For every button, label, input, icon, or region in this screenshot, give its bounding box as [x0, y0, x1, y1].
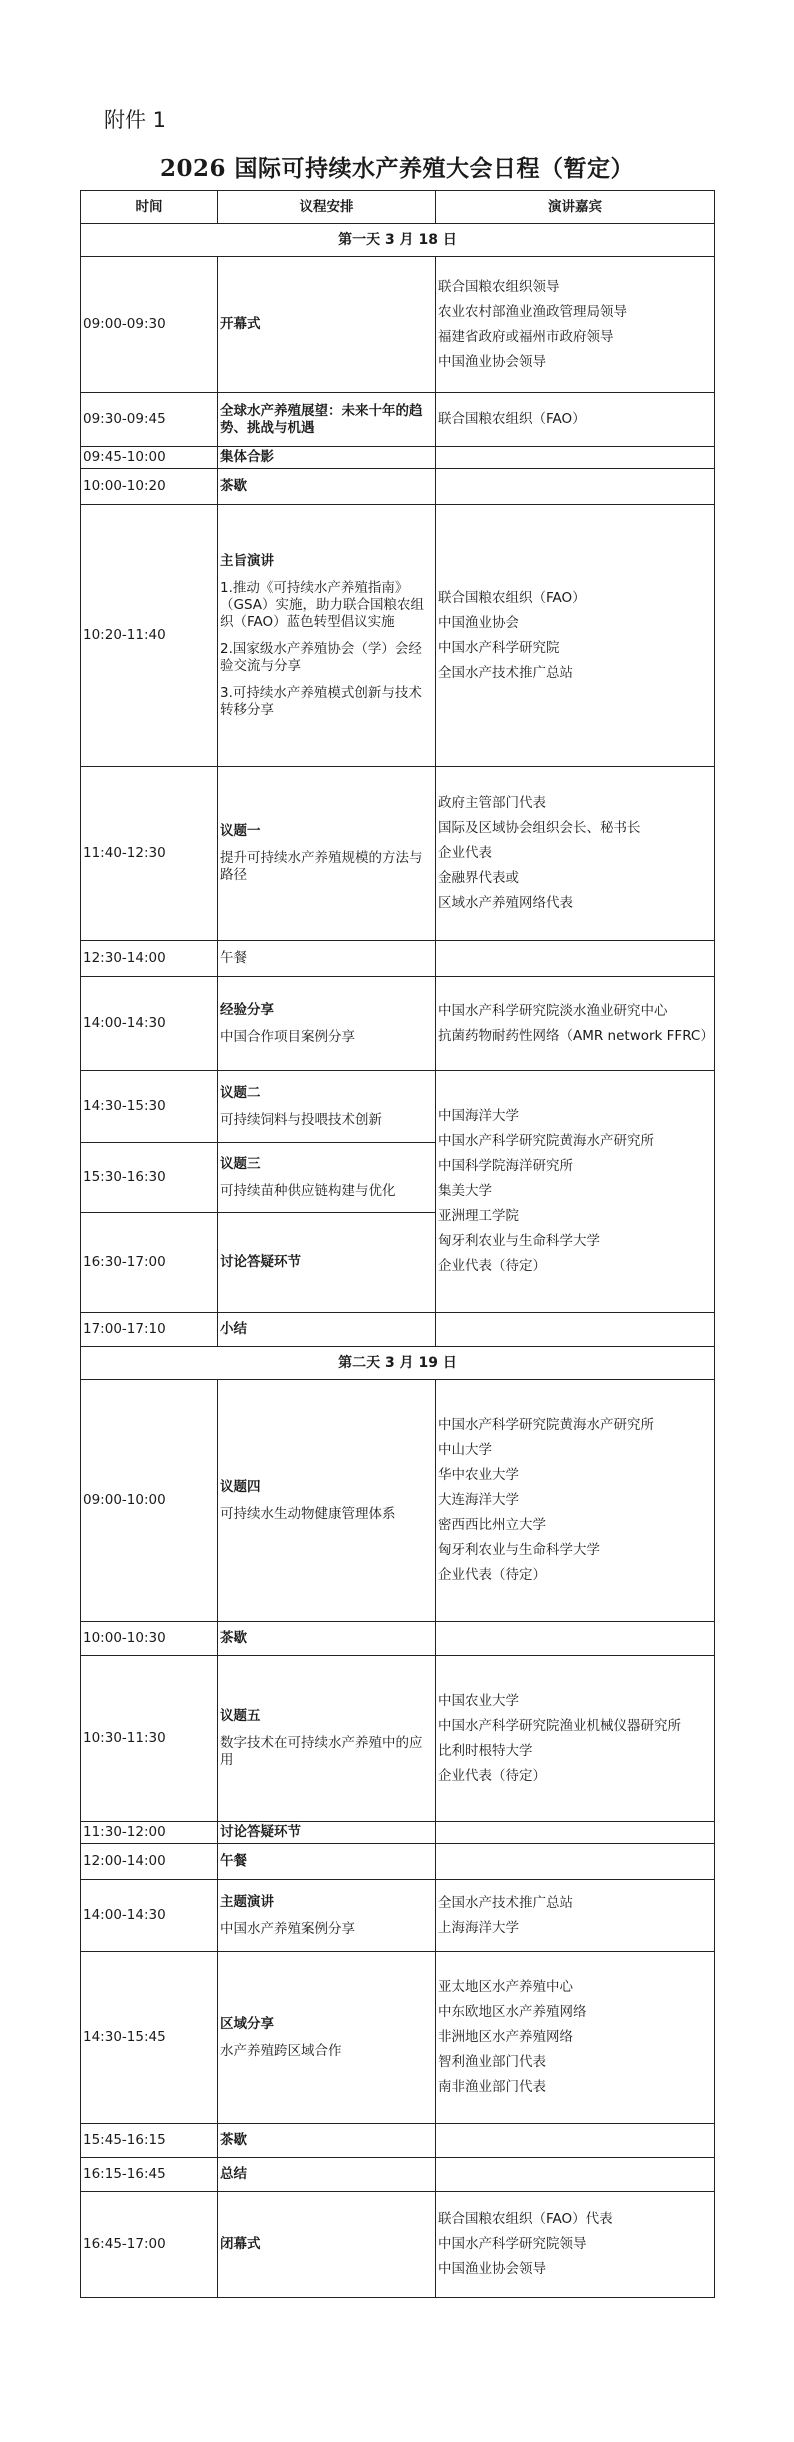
speaker-cell — [436, 393, 715, 447]
agenda-desc: 提升可持续水产养殖规模的方法与路径 — [220, 850, 423, 883]
table-row — [81, 2192, 715, 2298]
agenda-title: 经验分享 — [220, 1001, 274, 1018]
speaker-item: 中国农业大学 — [438, 1692, 519, 1709]
table-row — [81, 2124, 715, 2158]
speaker-cell — [436, 941, 715, 977]
time-cell: 11:30-12:00 — [81, 1822, 218, 1844]
speaker-item: 联合国粮农组织（FAO） — [438, 589, 586, 606]
agenda-desc: 中国合作项目案例分享 — [220, 1028, 355, 1045]
time-cell: 14:00-14:30 — [81, 977, 218, 1071]
agenda-cell — [218, 1622, 436, 1656]
agenda-cell — [218, 447, 436, 469]
speaker-cell — [436, 1656, 715, 1822]
agenda-title: 总结 — [220, 2166, 247, 2182]
agenda-item: 1.推动《可持续水产养殖指南》（GSA）实施，助力联合国粮农组织（FAO）蓝色转型倡议实施 — [220, 579, 425, 630]
agenda-title: 茶歇 — [220, 1630, 247, 1646]
schedule-table — [80, 190, 715, 2298]
speaker-item: 大连海洋大学 — [438, 1492, 519, 1508]
speaker-item: 集美大学 — [438, 1183, 492, 1199]
table-row — [81, 1622, 715, 1656]
speaker-item: 匈牙利农业与生命科学大学 — [438, 1542, 600, 1558]
agenda-title: 小结 — [220, 1321, 247, 1337]
speaker-cell — [436, 2124, 715, 2158]
time-cell: 10:00-10:20 — [81, 469, 218, 505]
agenda-title: 闭幕式 — [220, 2236, 261, 2252]
header-speakers: 演讲嘉宾 — [436, 191, 715, 224]
speaker-item: 亚太地区水产养殖中心 — [438, 1979, 573, 1995]
table-row — [81, 941, 715, 977]
time-cell: 14:00-14:30 — [81, 1880, 218, 1952]
agenda-title: 午餐 — [220, 1853, 247, 1869]
agenda-cell — [218, 1213, 436, 1313]
time-cell: 14:30-15:30 — [81, 1071, 218, 1143]
time-cell: 16:15-16:45 — [81, 2158, 218, 2192]
speaker-item: 华中农业大学 — [438, 1467, 519, 1483]
table-row — [81, 1656, 715, 1822]
time-cell: 09:30-09:45 — [81, 393, 218, 447]
agenda-cell — [218, 257, 436, 393]
agenda-title: 议题一 — [220, 823, 261, 839]
time-cell: 17:00-17:10 — [81, 1313, 218, 1347]
speaker-cell — [436, 1822, 715, 1844]
agenda-cell — [218, 1822, 436, 1844]
agenda-cell — [218, 1313, 436, 1347]
speaker-item: 非洲地区水产养殖网络 — [438, 2029, 573, 2045]
speaker-item: 中国渔业协会 — [438, 614, 519, 631]
agenda-cell — [218, 1143, 436, 1213]
speaker-item: 中东欧地区水产养殖网络 — [438, 2004, 587, 2020]
time-cell: 11:40-12:30 — [81, 767, 218, 941]
table-row — [81, 2158, 715, 2192]
time-cell: 10:20-11:40 — [81, 505, 218, 767]
time-cell: 16:45-17:00 — [81, 2192, 218, 2298]
speaker-item: 企业代表 — [438, 845, 492, 861]
time-cell: 09:00-10:00 — [81, 1380, 218, 1622]
speaker-item: 联合国粮农组织（FAO）代表 — [438, 2211, 613, 2227]
speaker-item: 国际及区域协会组织会长、秘书长 — [438, 820, 641, 836]
speaker-item: 企业代表（待定） — [438, 1258, 546, 1274]
agenda-cell — [218, 941, 436, 977]
agenda-title: 开幕式 — [220, 316, 261, 332]
agenda-title: 讨论答疑环节 — [220, 1824, 301, 1840]
time-cell: 15:30-16:30 — [81, 1143, 218, 1213]
speaker-item: 抗菌药物耐药性网络（AMR network FFRC） — [438, 1027, 714, 1044]
agenda-title: 议题三 — [220, 1155, 261, 1172]
agenda-title: 讨论答疑环节 — [220, 1254, 301, 1270]
speaker-item: 亚洲理工学院 — [438, 1208, 519, 1224]
speaker-item: 中国水产科学研究院 — [438, 639, 560, 656]
speaker-item: 福建省政府或福州市政府领导 — [438, 328, 614, 345]
agenda-title: 集体合影 — [220, 449, 274, 465]
speaker-item: 全国水产技术推广总站 — [438, 1894, 573, 1911]
speaker-item: 中国水产科学研究院黄海水产研究所 — [438, 1417, 654, 1433]
agenda-cell — [218, 469, 436, 505]
agenda-cell — [218, 2192, 436, 2298]
speaker-item: 联合国粮农组织（FAO） — [438, 411, 586, 427]
speaker-cell-shared — [436, 1071, 715, 1313]
time-cell: 10:30-11:30 — [81, 1656, 218, 1822]
attachment-label: 附件 1 — [104, 108, 167, 132]
speaker-item: 区域水产养殖网络代表 — [438, 895, 573, 911]
agenda-cell — [218, 1844, 436, 1880]
time-cell: 16:30-17:00 — [81, 1213, 218, 1313]
agenda-title: 茶歇 — [220, 478, 247, 494]
table-row — [81, 1880, 715, 1952]
table-header-row — [81, 191, 715, 224]
header-time: 时间 — [81, 191, 218, 224]
speaker-item: 企业代表（待定） — [438, 1567, 546, 1583]
table-row — [81, 1952, 715, 2124]
page-title: 2026 国际可持续水产养殖大会日程（暂定） — [159, 155, 635, 182]
speaker-item: 农业农村部渔业渔政管理局领导 — [438, 303, 627, 320]
agenda-title: 全球水产养殖展望：未来十年的趋势、挑战与机遇 — [220, 402, 423, 436]
agenda-item: 2.国家级水产养殖协会（学）会经验交流与分享 — [220, 640, 422, 674]
agenda-cell — [218, 505, 436, 767]
agenda-title: 茶歇 — [220, 2132, 247, 2148]
agenda-title: 议题二 — [220, 1084, 261, 1101]
speaker-item: 中国水产科学研究院领导 — [438, 2236, 587, 2252]
time-cell: 15:45-16:15 — [81, 2124, 218, 2158]
speaker-item: 中国科学院海洋研究所 — [438, 1158, 573, 1174]
speaker-cell — [436, 1844, 715, 1880]
speaker-item: 全国水产技术推广总站 — [438, 664, 573, 681]
agenda-cell — [218, 2124, 436, 2158]
speaker-item: 匈牙利农业与生命科学大学 — [438, 1233, 600, 1249]
speaker-item: 南非渔业部门代表 — [438, 2079, 546, 2095]
speaker-item: 上海海洋大学 — [438, 1919, 519, 1936]
day2-label: 第二天 3 月 19 日 — [81, 1347, 715, 1380]
speaker-cell — [436, 257, 715, 393]
time-cell: 14:30-15:45 — [81, 1952, 218, 2124]
table-row — [81, 447, 715, 469]
speaker-item: 比利时根特大学 — [438, 1742, 533, 1759]
table-row — [81, 505, 715, 767]
speaker-cell — [436, 447, 715, 469]
agenda-cell — [218, 393, 436, 447]
agenda-desc: 可持续水生动物健康管理体系 — [220, 1505, 396, 1522]
table-row — [81, 393, 715, 447]
agenda-title: 议题五 — [220, 1708, 261, 1724]
table-row — [81, 977, 715, 1071]
time-cell: 09:45-10:00 — [81, 447, 218, 469]
table-row — [81, 1380, 715, 1622]
speaker-cell — [436, 767, 715, 941]
table-row — [81, 767, 715, 941]
table-row — [81, 1822, 715, 1844]
speaker-cell — [436, 2192, 715, 2298]
speaker-item: 中国渔业协会领导 — [438, 2261, 546, 2277]
day1-label: 第一天 3 月 18 日 — [81, 224, 715, 257]
speaker-cell — [436, 505, 715, 767]
speaker-cell — [436, 469, 715, 505]
speaker-item: 中国水产科学研究院淡水渔业研究中心 — [438, 1002, 668, 1019]
table-row — [81, 1844, 715, 1880]
speaker-item: 智利渔业部门代表 — [438, 2054, 546, 2070]
speaker-item: 中国水产科学研究院渔业机械仪器研究所 — [438, 1717, 681, 1734]
agenda-cell — [218, 1656, 436, 1822]
agenda-cell — [218, 1071, 436, 1143]
table-row — [81, 1071, 715, 1143]
agenda-title: 主旨演讲 — [220, 552, 274, 569]
table-row — [81, 1313, 715, 1347]
time-cell: 09:00-09:30 — [81, 257, 218, 393]
agenda-title: 区域分享 — [220, 2015, 274, 2032]
header-agenda: 议程安排 — [218, 191, 436, 224]
speaker-cell — [436, 2158, 715, 2192]
agenda-title: 午餐 — [220, 950, 247, 966]
agenda-title: 主题演讲 — [220, 1893, 274, 1910]
speaker-cell — [436, 1313, 715, 1347]
agenda-cell — [218, 1952, 436, 2124]
speaker-item: 联合国粮农组织领导 — [438, 278, 560, 295]
agenda-cell — [218, 977, 436, 1071]
time-cell: 12:30-14:00 — [81, 941, 218, 977]
speaker-item: 中国海洋大学 — [438, 1108, 519, 1124]
speaker-item: 中国渔业协会领导 — [438, 353, 546, 370]
speaker-item: 中山大学 — [438, 1442, 492, 1458]
speaker-cell — [436, 1380, 715, 1622]
speaker-item: 中国水产科学研究院黄海水产研究所 — [438, 1133, 654, 1149]
agenda-item: 3.可持续水产养殖模式创新与技术转移分享 — [220, 684, 422, 718]
agenda-cell — [218, 2158, 436, 2192]
speaker-item: 密西西比州立大学 — [438, 1517, 546, 1533]
speaker-cell — [436, 1622, 715, 1656]
agenda-desc: 可持续饲料与投喂技术创新 — [220, 1111, 382, 1128]
speaker-cell — [436, 1952, 715, 2124]
table-row — [81, 257, 715, 393]
agenda-desc: 数字技术在可持续水产养殖中的应用 — [220, 1735, 423, 1768]
agenda-desc: 水产养殖跨区域合作 — [220, 2042, 342, 2059]
speaker-cell — [436, 977, 715, 1071]
speaker-item: 企业代表（待定） — [438, 1767, 546, 1784]
agenda-cell — [218, 1880, 436, 1952]
agenda-cell — [218, 767, 436, 941]
agenda-cell — [218, 1380, 436, 1622]
time-cell: 12:00-14:00 — [81, 1844, 218, 1880]
agenda-desc: 中国水产养殖案例分享 — [220, 1920, 355, 1937]
table-row — [81, 469, 715, 505]
speaker-item: 金融界代表或 — [438, 870, 519, 886]
agenda-title: 议题四 — [220, 1478, 261, 1495]
agenda-desc: 可持续苗种供应链构建与优化 — [220, 1182, 396, 1199]
time-cell: 10:00-10:30 — [81, 1622, 218, 1656]
speaker-item: 政府主管部门代表 — [438, 795, 546, 811]
speaker-cell — [436, 1880, 715, 1952]
